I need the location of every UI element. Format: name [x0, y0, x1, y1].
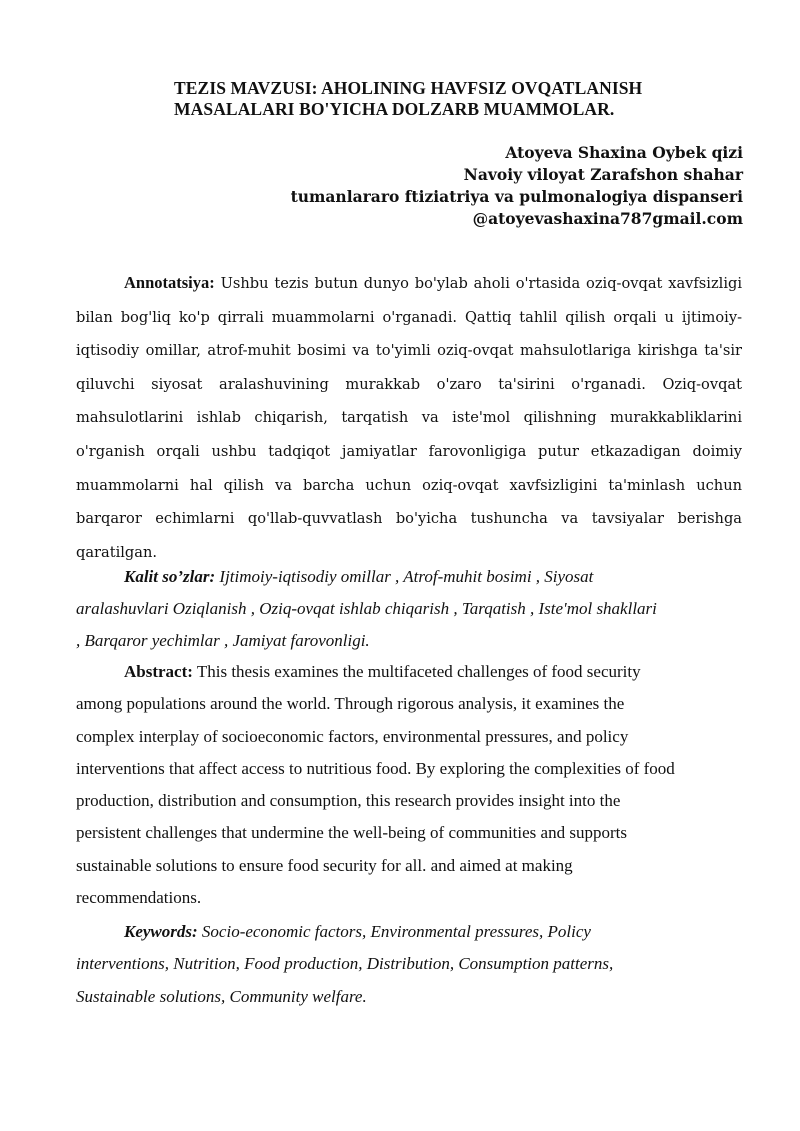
annotatsiya-line: o'rganish orqali ushbu tadqiqot jamiyatlar farovonligiga putur etkazadigan doimiy — [76, 442, 742, 460]
kalit-sozlar-line: , Barqaror yechimlar , Jamiyat farovonligi. — [76, 631, 370, 650]
keywords-line: interventions, Nutrition, Food production, Distribution, Consumption patterns, — [76, 954, 614, 974]
keywords-paragraph — [76, 916, 742, 1013]
annotatsiya-line: bilan bog'liq ko'p qirrali muammolarni o'rganadi. Qattiq tahlil qilish orqali u ijtimoiy- — [76, 308, 742, 326]
abstract-line: complex interplay of socioeconomic factors, environmental pressures, and policy — [76, 726, 629, 746]
annotatsiya-line: Ushbu tezis butun dunyo bo'ylab aholi o'rtasida oziq-ovqat xavfsizligi — [214, 275, 742, 292]
abstract-label: Abstract: — [124, 662, 193, 681]
author-block — [291, 142, 743, 230]
annotatsiya-label: Annotatsiya: — [124, 273, 215, 292]
abstract-paragraph — [76, 656, 742, 914]
keywords-line: Sustainable solutions, Community welfare. — [76, 986, 367, 1006]
abstract-line: recommendations. — [76, 888, 202, 908]
annotatsiya-line: barqaror echimlarni qo'llab-quvvatlash bo'yicha tushuncha va tavsiyalar berishga — [76, 510, 742, 528]
title-line-1: TEZIS MAVZUSI: AHOLINING HAVFSIZ OVQATLANISH — [174, 78, 643, 98]
author-institution: tumanlararo ftiziatriya va pulmonalogiya dispanseri — [290, 187, 743, 206]
annotatsiya-line: qiluvchi siyosat aralashuvining murakkab o'zaro ta'sirini o'rganadi. Oziq-ovqat — [76, 375, 742, 393]
keywords-label: Keywords: — [124, 922, 198, 941]
abstract-line: This thesis examines the multifaceted challenges of food security — [192, 662, 641, 681]
abstract-line: interventions that affect access to nutritious food. By exploring the complexities of food — [76, 758, 675, 778]
kalit-sozlar-label: Kalit so’zlar: — [124, 567, 216, 586]
abstract-line: among populations around the world. Through rigorous analysis, it examines the — [76, 694, 625, 714]
kalit-sozlar-line: Ijtimoiy-iqtisodiy omillar , Atrof-muhit bosimi , Siyosat — [215, 567, 594, 586]
annotatsiya-paragraph — [76, 266, 742, 569]
author-email: @atoyevashaxina787gmail.com — [472, 209, 743, 228]
keywords-line: Socio-economic factors, Environmental pressures, Policy — [197, 922, 591, 941]
title-line-2: MASALALARI BO'YICHA DOLZARB MUAMMOLAR. — [174, 99, 615, 119]
kalit-sozlar-paragraph — [76, 561, 742, 657]
thesis-title — [174, 78, 734, 120]
abstract-line: persistent challenges that undermine the well-being of communities and supports — [76, 823, 627, 843]
abstract-line: sustainable solutions to ensure food security for all. and aimed at making — [76, 855, 573, 875]
abstract-line: production, distribution and consumption, this research provides insight into the — [76, 791, 621, 811]
author-location: Navoiy viloyat Zarafshon shahar — [463, 165, 743, 184]
annotatsiya-line: iqtisodiy omillar, atrof-muhit bosimi va to'yimli oziq-ovqat mahsulotlariga kirishga ta'sir — [76, 342, 742, 360]
annotatsiya-line: mahsulotlarini ishlab chiqarish, tarqatish va iste'mol qilishning murakkabliklarini — [76, 409, 742, 427]
kalit-sozlar-line: aralashuvlari Oziqlanish , Oziq-ovqat ishlab chiqarish , Tarqatish , Iste'mol shakllari — [76, 599, 657, 618]
annotatsiya-line: muammolarni hal qilish va barcha uchun oziq-ovqat xavfsizligini ta'minlash uchun — [76, 476, 742, 494]
author-name: Atoyeva Shaxina Oybek qizi — [505, 143, 743, 162]
annotatsiya-line: qaratilgan. — [76, 543, 157, 561]
